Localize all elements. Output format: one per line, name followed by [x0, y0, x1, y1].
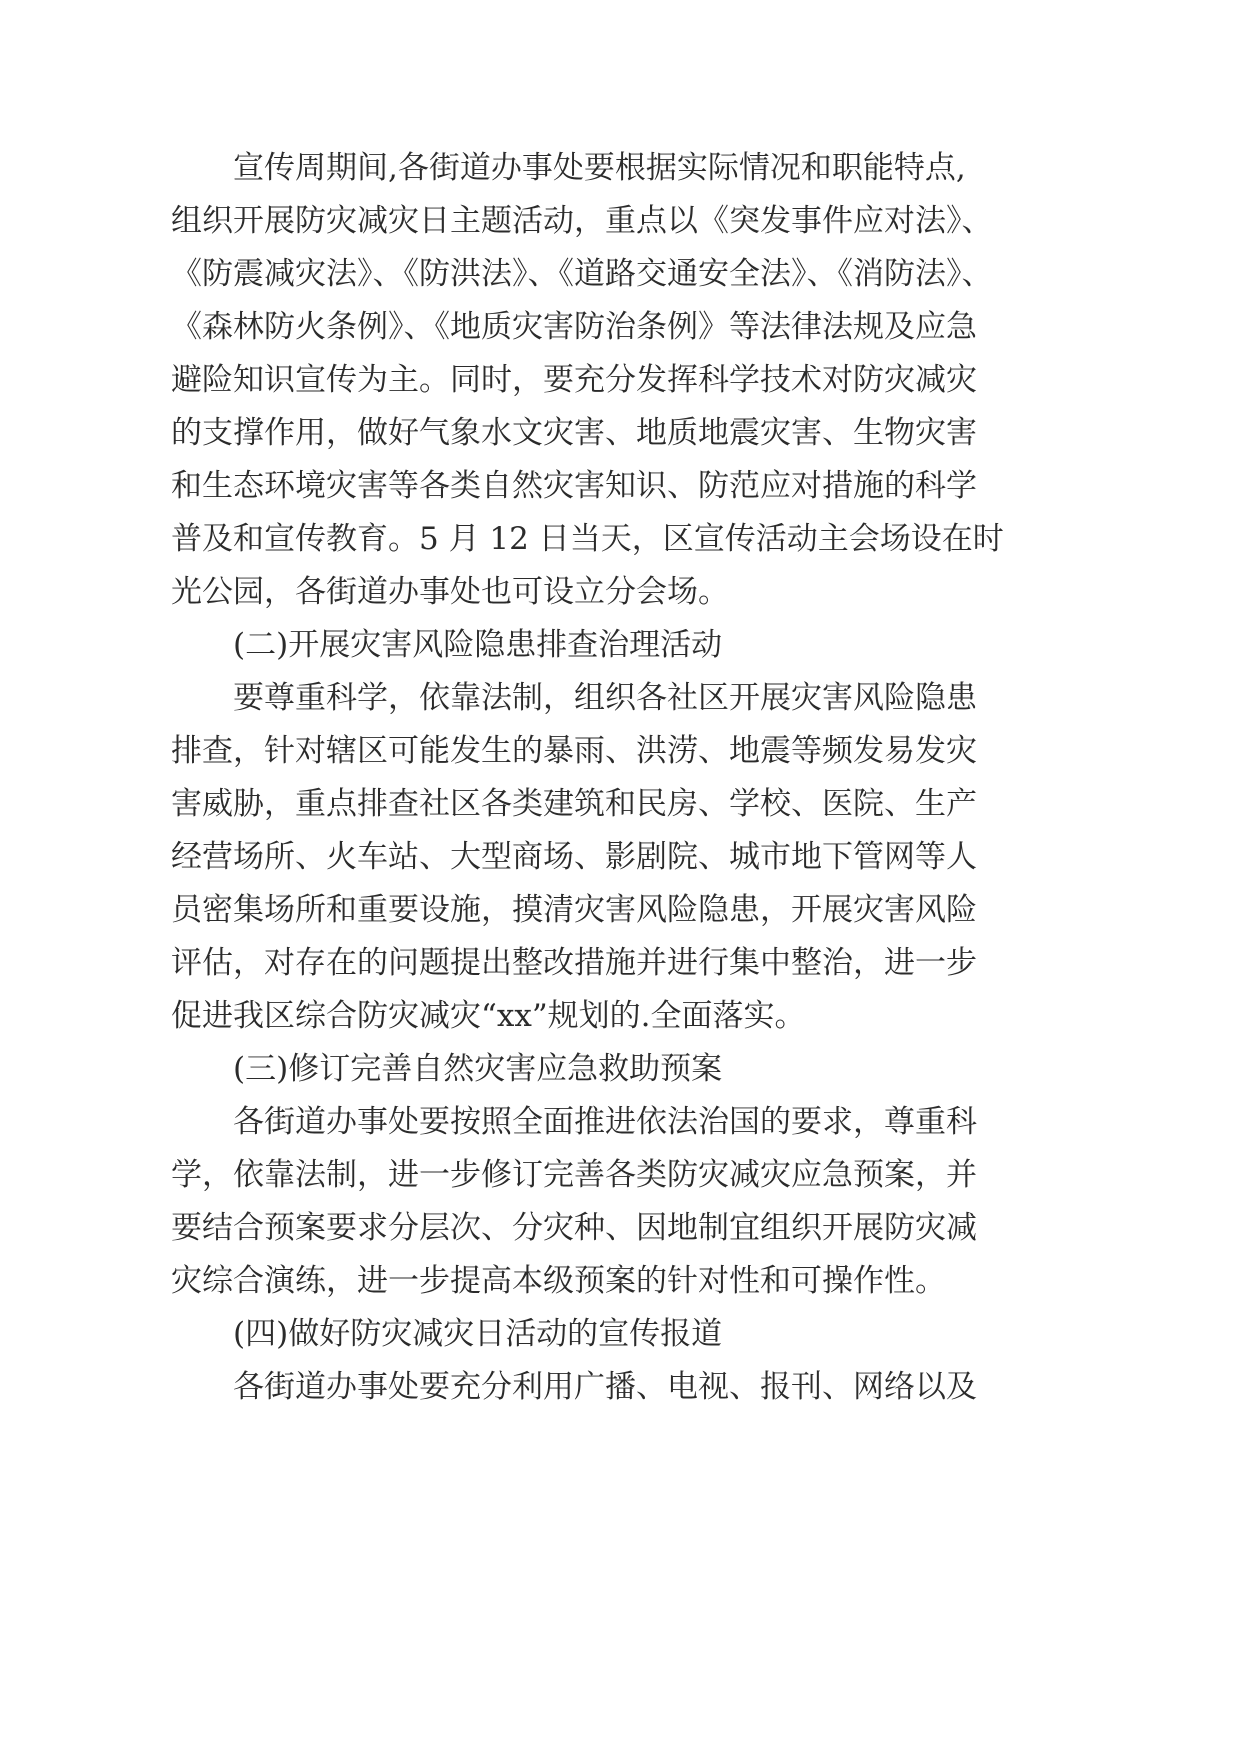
paragraph-3-line-2: 学，依靠法制，进一步修订完善各类防灾减灾应急预案，并: [171, 1157, 977, 1193]
paragraph-1-line-5: 避险知识宣传为主。同时，要充分发挥科学技术对防灾减灾: [171, 362, 977, 398]
paragraph-1-line-2: 组织开展防灾减灾日主题活动，重点以《突发事件应对法》、: [171, 203, 993, 239]
paragraph-1-line-8: 普及和宣传教育。5 月 12 日当天，区宣传活动主会场设在时: [171, 521, 1004, 557]
paragraph-4-line-1: 各街道办事处要充分利用广播、电视、报刊、网络以及: [233, 1369, 977, 1405]
paragraph-2-line-3: 害威胁，重点排查社区各类建筑和民房、学校、医院、生产: [171, 786, 977, 822]
paragraph-2-line-6: 评估，对存在的问题提出整改措施并进行集中整治，进一步: [171, 945, 977, 981]
section-heading-4: (四)做好防灾减灾日活动的宣传报道: [233, 1316, 723, 1352]
paragraph-1-line-9: 光公园，各街道办事处也可设立分会场。: [171, 574, 729, 610]
section-heading-2: (二)开展灾害风险隐患排查治理活动: [233, 627, 723, 663]
paragraph-2-line-2: 排查，针对辖区可能发生的暴雨、洪涝、地震等频发易发灾: [171, 733, 977, 769]
paragraph-1-line-1: 宣传周期间,各街道办事处要根据实际情况和职能特点,: [233, 150, 966, 186]
paragraph-1-line-3: 《防震减灾法》、《防洪法》、《道路交通安全法》、《消防法》、: [171, 256, 993, 292]
paragraph-2-line-7: 促进我区综合防灾减灾“xx”规划的.全面落实。: [171, 998, 806, 1034]
paragraph-3-line-4: 灾综合演练，进一步提高本级预案的针对性和可操作性。: [171, 1263, 946, 1299]
paragraph-2-line-5: 员密集场所和重要设施，摸清灾害风险隐患，开展灾害风险: [171, 892, 977, 928]
paragraph-1-line-6: 的支撑作用，做好气象水文灾害、地质地震灾害、生物灾害: [171, 415, 977, 451]
paragraph-2-line-1: 要尊重科学，依靠法制，组织各社区开展灾害风险隐患: [233, 680, 977, 716]
paragraph-1-line-7: 和生态环境灾害等各类自然灾害知识、防范应对措施的科学: [171, 468, 977, 504]
paragraph-1-line-4: 《森林防火条例》、《地质灾害防治条例》等法律法规及应急: [171, 309, 977, 345]
paragraph-3-line-3: 要结合预案要求分层次、分灾种、因地制宜组织开展防灾减: [171, 1210, 977, 1246]
section-heading-3: (三)修订完善自然灾害应急救助预案: [233, 1051, 723, 1087]
paragraph-3-line-1: 各街道办事处要按照全面推进依法治国的要求，尊重科: [233, 1104, 977, 1140]
paragraph-2-line-4: 经营场所、火车站、大型商场、影剧院、城市地下管网等人: [171, 839, 977, 875]
